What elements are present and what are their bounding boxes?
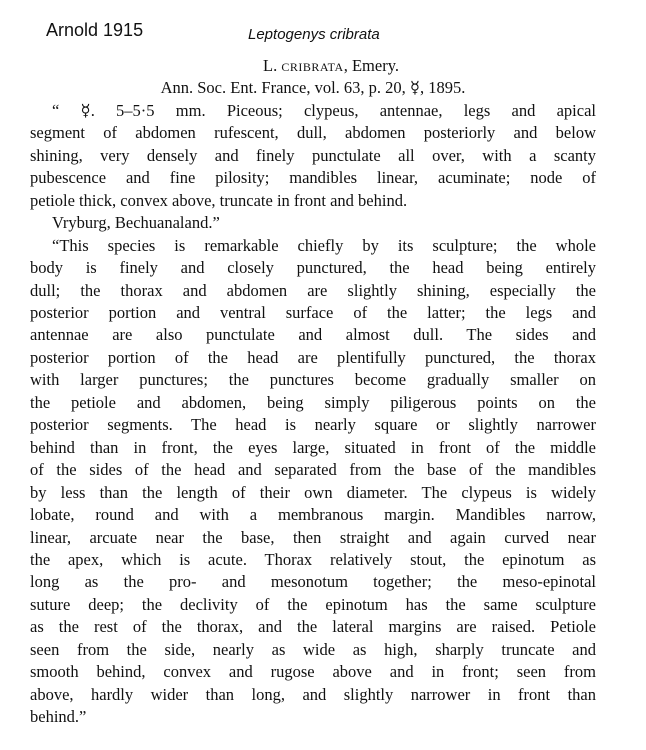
description-paragraph — [30, 100, 596, 212]
remarks-line: the apex, which is acute. Thorax relatively stout, the epinotum as — [30, 549, 596, 569]
remarks-line: lobate, round and with a membranous margin. Mandibles narrow, — [30, 505, 596, 525]
species-heading — [30, 55, 596, 77]
remarks-line: behind.” — [30, 707, 87, 727]
remarks-line: “This species is remarkable chiefly by its sculpture; the whole — [52, 235, 596, 255]
remarks-line: antennae are also punctulate and almost dull. The sides and — [30, 325, 596, 345]
remarks-line: body is finely and closely punctured, the head being entirely — [30, 258, 596, 278]
remarks-line: seen from the side, nearly as wide as high, sharply truncate and — [30, 639, 596, 659]
species-name-caps: cribrata — [281, 56, 344, 75]
remarks-line: behind than in front, the eyes large, situated in front of the middle — [30, 437, 596, 457]
remarks-line: with larger punctures; the punctures become gradually smaller on — [30, 370, 596, 390]
description-line: “ ☿. 5–5·5 mm. Piceous; clypeus, antennae, legs and apical — [52, 100, 596, 120]
remarks-line: posterior portion of the head are plentifully punctured, the thorax — [30, 347, 596, 367]
remarks-line: long as the pro- and mesonotum together; the meso-epinotal — [30, 572, 596, 592]
remarks-line: by less than the length of their own diameter. The clypeus is widely — [30, 482, 596, 502]
description-line: pubescence and fine pilosity; mandibles linear, acuminate; node of — [30, 168, 596, 188]
species-title-header: Leptogenys cribrata — [248, 26, 380, 43]
description-line: segment of abdomen rufescent, dull, abdomen posteriorly and below — [30, 123, 596, 143]
description-line: petiole thick, convex above, truncate in front and behind. — [30, 190, 408, 210]
remarks-line: linear, arcuate near the base, then straight and again curved near — [30, 527, 596, 547]
remarks-line: posterior segments. The head is nearly square or slightly narrower — [30, 415, 596, 435]
species-name-suffix: , Emery. — [343, 56, 400, 75]
remarks-line: as the rest of the thorax, and the lateral margins are raised. Petiole — [30, 617, 596, 637]
species-name-prefix: L. — [262, 56, 282, 75]
remarks-line: the petiole and abdomen, being simply piligerous points on the — [30, 392, 596, 412]
document-body — [30, 55, 596, 729]
remarks-paragraph — [30, 235, 596, 729]
description-line: shining, very densely and finely punctulate all over, with a scanty — [30, 145, 596, 165]
remarks-line: of the sides of the head and separated from the base of the mandibles — [30, 460, 596, 480]
remarks-line: dull; the thorax and abdomen are slightly shining, especially the — [30, 280, 596, 300]
remarks-line: smooth behind, convex and rugose above and in front; seen from — [30, 662, 596, 682]
author-year-header: Arnold 1915 — [46, 20, 144, 40]
remarks-line: suture deep; the declivity of the epinotum has the same sculpture — [30, 594, 596, 614]
remarks-line: above, hardly wider than long, and slightly narrower in front than — [30, 684, 596, 704]
citation-line: Ann. Soc. Ent. France, vol. 63, p. 20, ☿, 1895. — [160, 78, 466, 98]
locality-line: Vryburg, Bechuanaland.” — [52, 213, 220, 233]
remarks-line: posterior portion and ventral surface of the latter; the legs and — [30, 302, 596, 322]
